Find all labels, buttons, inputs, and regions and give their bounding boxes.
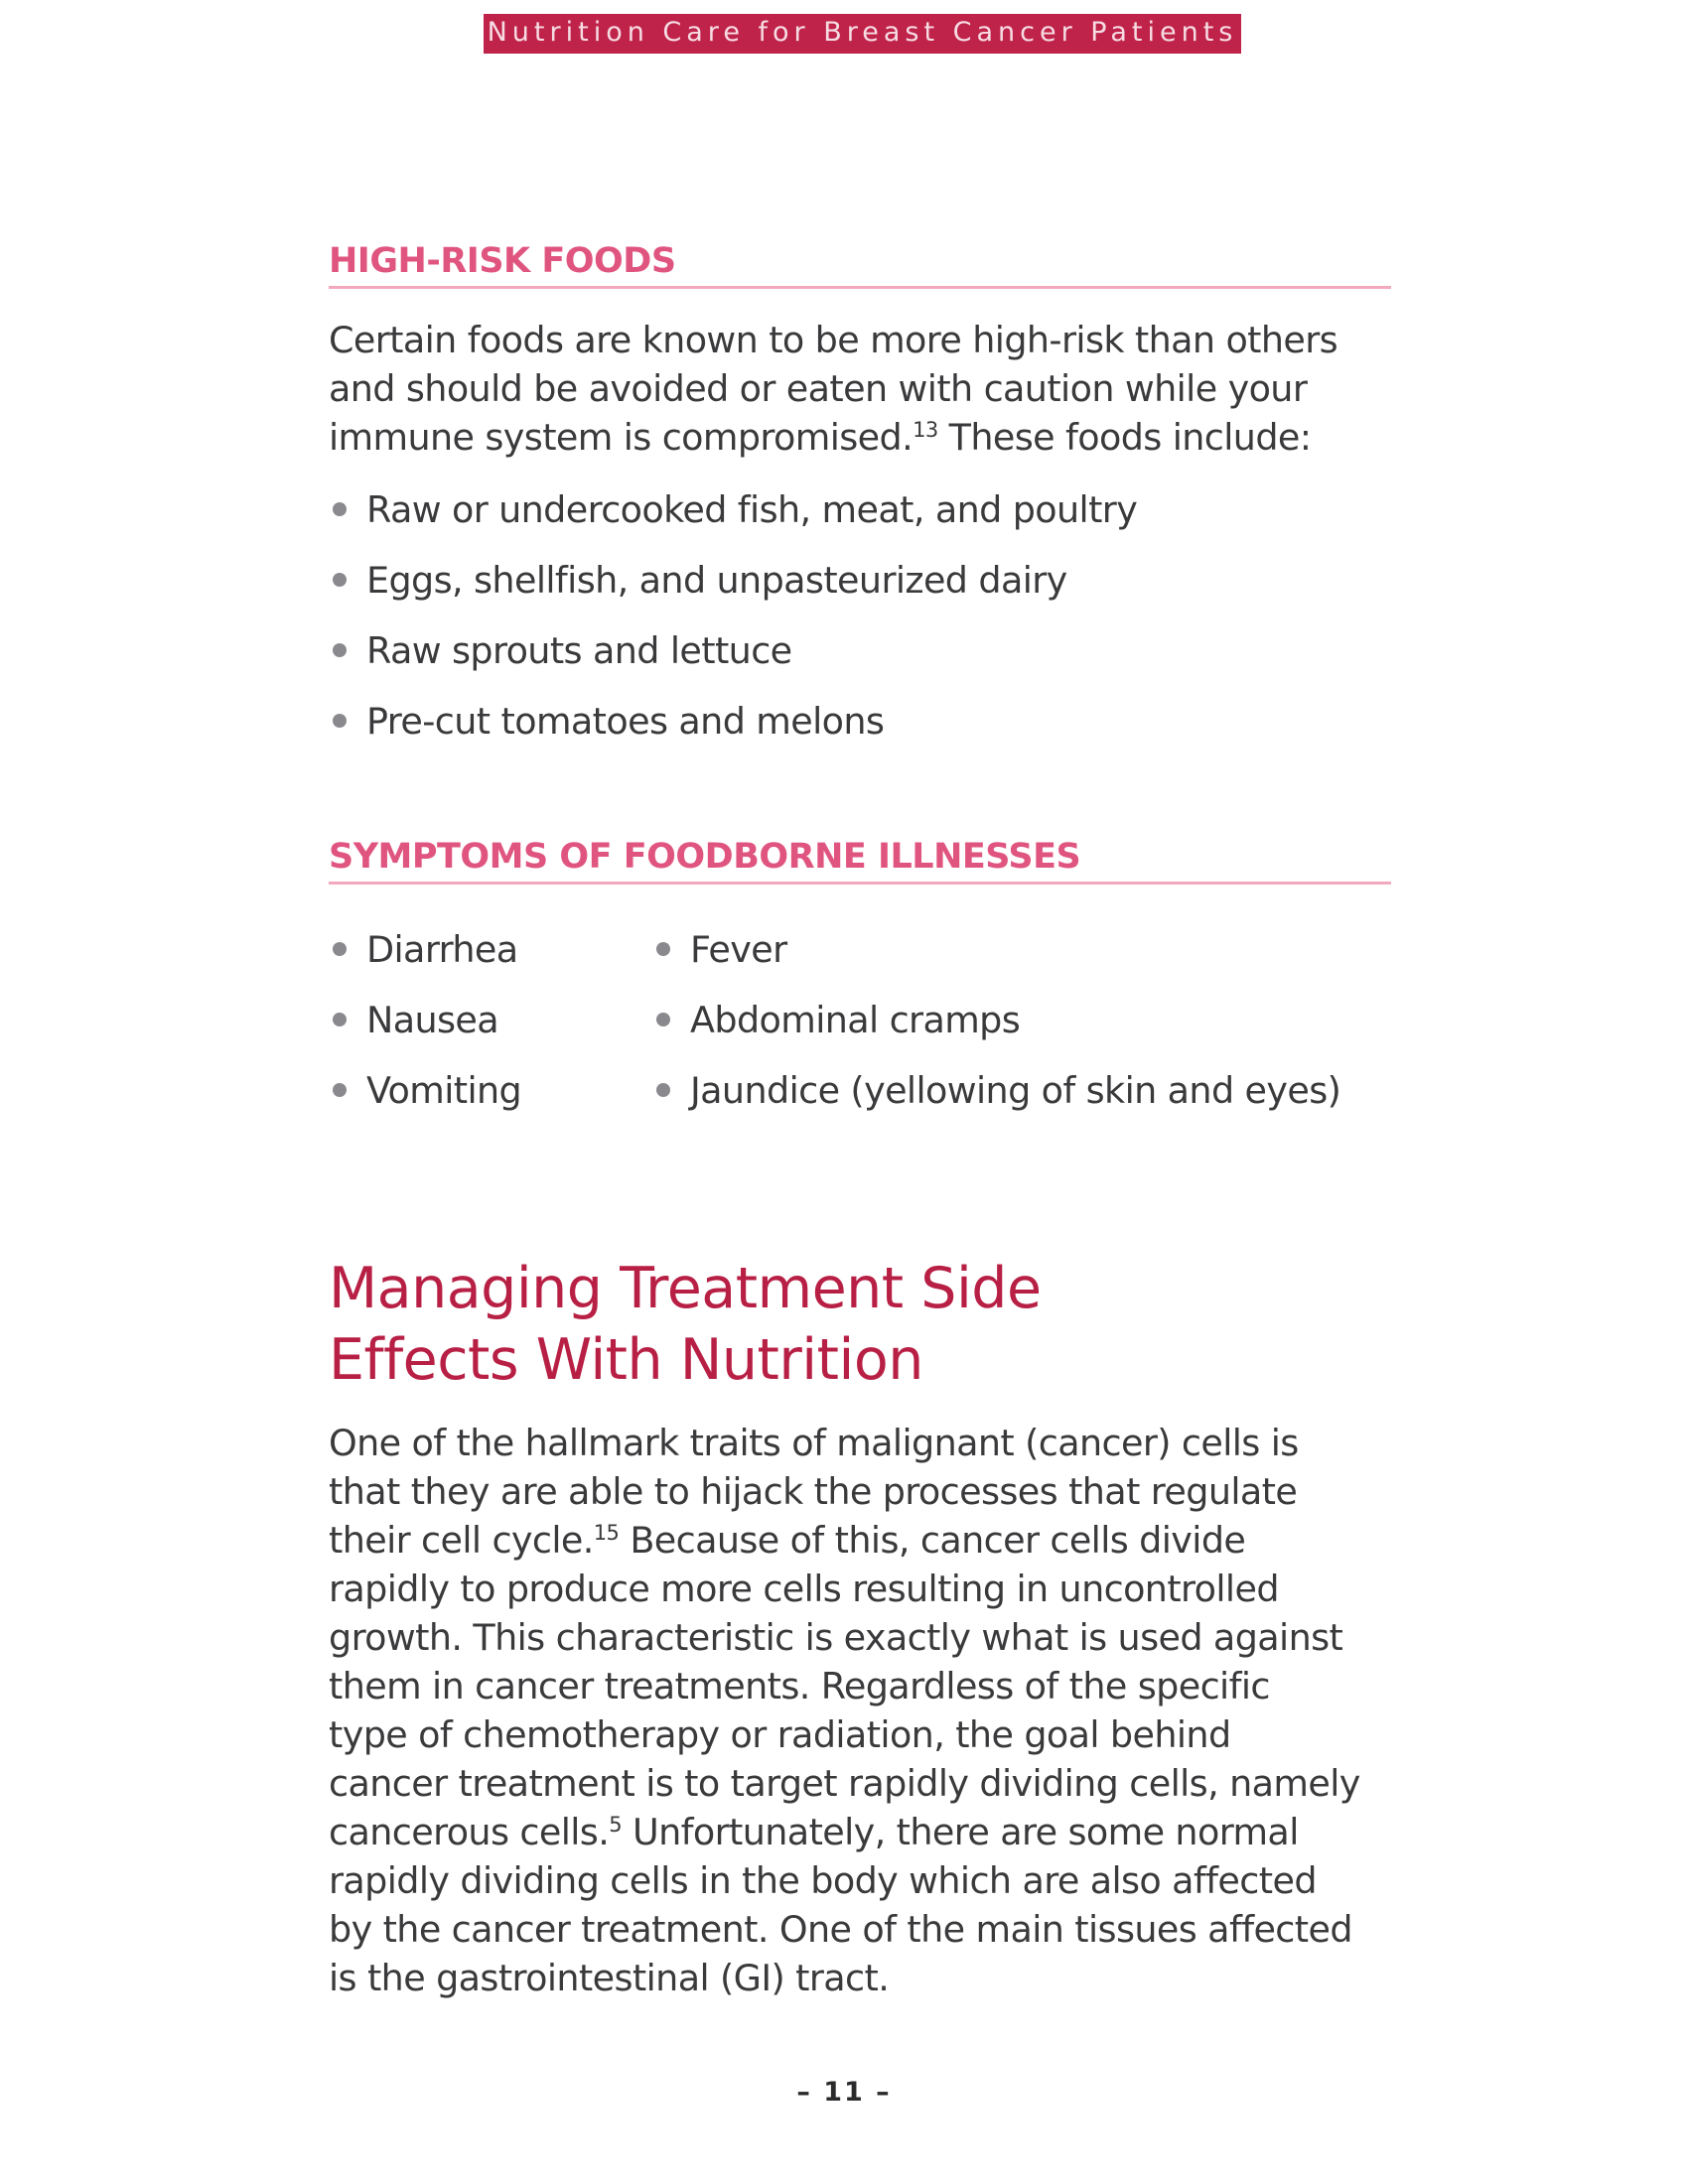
text-line: growth. This characteristic is exactly what is used against (329, 1616, 1343, 1659)
list-item-text: Jaundice (yellowing of skin and eyes) (690, 1069, 1341, 1112)
list-item-text: Fever (690, 928, 787, 971)
text-line (329, 1808, 1360, 1856)
symptoms-list-column-2 (652, 925, 1340, 1137)
citation-ref: 15 (593, 1520, 620, 1545)
list-item (329, 1066, 521, 1137)
list-item (652, 1066, 1340, 1137)
text-line: them in cancer treatments. Regardless of the specific (329, 1665, 1270, 1707)
list-item-text: Raw sprouts and lettuce (366, 629, 792, 672)
bullet-icon (333, 1013, 347, 1026)
text-fragment: Unfortunately, there are some normal (621, 1811, 1299, 1853)
text-line: cancer treatment is to target rapidly dividing cells, namely (329, 1762, 1360, 1805)
citation-ref: 5 (609, 1812, 622, 1837)
symptoms-list-column-1 (329, 925, 521, 1137)
list-item-text: Abdominal cramps (690, 999, 1021, 1041)
text-line: rapidly to produce more cells resulting in uncontrolled (329, 1568, 1279, 1610)
list-item (329, 556, 1137, 626)
list-item (329, 996, 521, 1066)
list-item (652, 996, 1340, 1066)
high-risk-intro-paragraph (329, 316, 1337, 462)
title-line: Managing Treatment Side (329, 1256, 1042, 1321)
bullet-icon (333, 643, 347, 657)
managing-side-effects-paragraph (329, 1419, 1360, 2002)
list-item (329, 697, 1137, 767)
high-risk-foods-list (329, 485, 1137, 767)
bullet-icon (333, 502, 347, 516)
list-item (329, 925, 521, 996)
text-line: rapidly dividing cells in the body which are also affected (329, 1859, 1317, 1902)
text-fragment: These foods include: (937, 416, 1312, 459)
symptoms-heading: SYMPTOMS OF FOODBORNE ILLNESSES (329, 834, 1391, 885)
text-line: is the gastrointestinal (GI) tract. (329, 1957, 890, 1999)
bullet-icon (333, 714, 347, 728)
text-line: that they are able to hijack the processes that regulate (329, 1470, 1298, 1513)
list-item-text: Eggs, shellfish, and unpasteurized dairy (366, 559, 1067, 602)
list-item-text: Pre-cut tomatoes and melons (366, 700, 885, 743)
list-item-text: Vomiting (366, 1069, 522, 1112)
bullet-icon (333, 573, 347, 587)
high-risk-foods-heading: HIGH-RISK FOODS (329, 238, 1391, 289)
list-item-text: Nausea (366, 999, 499, 1041)
citation-ref: 13 (913, 417, 938, 442)
text-line: by the cancer treatment. One of the main tissues affected (329, 1908, 1352, 1951)
list-item (329, 485, 1137, 556)
text-line: type of chemotherapy or radiation, the goal behind (329, 1713, 1231, 1756)
title-line: Effects With Nutrition (329, 1327, 923, 1393)
bullet-icon (656, 942, 670, 956)
text-line: and should be avoided or eaten with caution while your (329, 367, 1308, 410)
page-number: – 11 – (796, 2077, 892, 2108)
text-fragment: cancerous cells. (329, 1811, 610, 1853)
list-item (652, 925, 1340, 996)
managing-side-effects-title (329, 1253, 1042, 1396)
text-fragment: their cell cycle. (329, 1519, 594, 1562)
list-item-text: Raw or undercooked fish, meat, and poultry (366, 488, 1138, 531)
text-line: One of the hallmark traits of malignant (cancer) cells is (329, 1422, 1299, 1464)
text-line (329, 413, 1337, 462)
text-line (329, 1516, 1360, 1565)
text-fragment: immune system is compromised. (329, 416, 914, 459)
text-line: Certain foods are known to be more high-risk than others (329, 319, 1338, 361)
bullet-icon (656, 1083, 670, 1097)
bullet-icon (333, 942, 347, 956)
list-item-text: Diarrhea (366, 928, 518, 971)
bullet-icon (656, 1013, 670, 1026)
text-fragment: Because of this, cancer cells divide (619, 1519, 1246, 1562)
running-header: Nutrition Care for Breast Cancer Patients (484, 14, 1241, 54)
list-item (329, 626, 1137, 697)
bullet-icon (333, 1083, 347, 1097)
